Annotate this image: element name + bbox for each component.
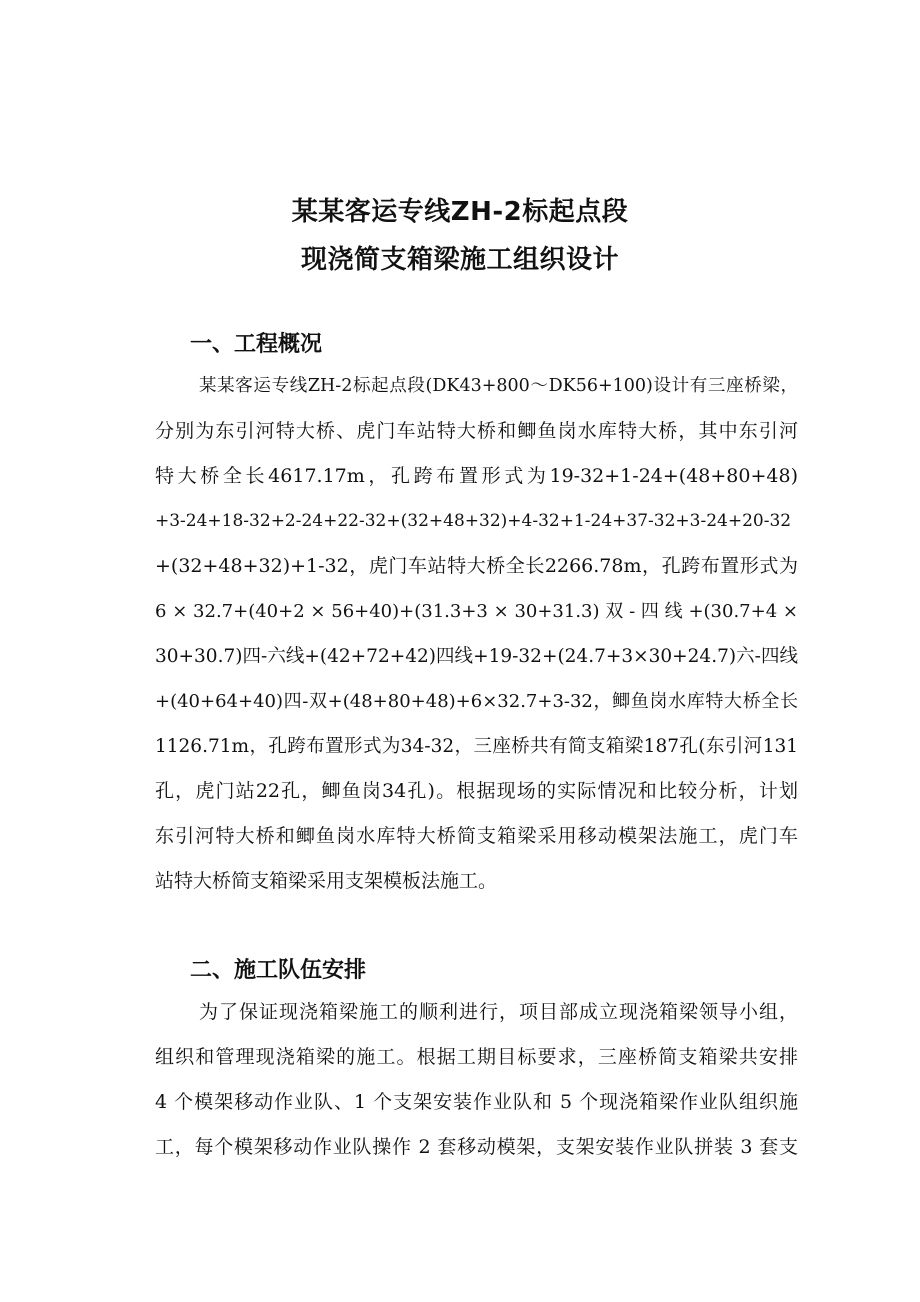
text-line: +(40+64+40)四-双+(48+80+48)+6×32.7+3-32，鲫鱼岗水库特大桥全长 [155, 691, 798, 712]
text-line: 为了保证现浇箱梁施工的顺利进行，项目部成立现浇箱梁领导小组， [199, 1001, 798, 1023]
text-line: 1126.71m，孔跨布置形式为34-32，三座桥共有简支箱梁187孔(东引河131 [155, 736, 798, 757]
text-line: 孔，虎门站22孔，鲫鱼岗34孔)。根据现场的实际情况和比较分析，计划 [155, 780, 798, 802]
text-line: 东引河特大桥和鲫鱼岗水库特大桥简支箱梁采用移动模架法施工，虎门车 [155, 825, 798, 847]
text-line: 30+30.7)四-六线+(42+72+42)四线+19-32+(24.7+3×30+24.7)六-四线 [155, 646, 798, 667]
title-line-2: 现浇简支箱梁施工组织设计 [300, 245, 619, 275]
text-line: 特大桥全长4617.17m，孔跨布置形式为19-32+1-24+(48+80+48) [155, 465, 798, 487]
paragraph-overview [155, 364, 798, 904]
text-line: +(32+48+32)+1-32，虎门车站特大桥全长2266.78m，孔跨布置形式为 [155, 555, 798, 577]
document-title [0, 188, 920, 284]
text-line: 站特大桥简支箱梁采用支架模板法施工。 [155, 870, 498, 892]
section-heading-overview: 一、工程概况 [190, 332, 323, 357]
text-line: 6 × 32.7+(40+2 × 56+40)+(31.3+3 × 30+31.3) 双 - 四 线 +(30.7+4 × [155, 601, 798, 622]
text-line: 分别为东引河特大桥、虎门车站特大桥和鲫鱼岗水库特大桥，其中东引河 [155, 420, 798, 442]
title-line-1: 某某客运专线ZH-2标起点段 [291, 197, 629, 227]
section-heading-team: 二、施工队伍安排 [190, 958, 367, 983]
text-line: 某某客运专线ZH-2标起点段(DK43+800～DK56+100)设计有三座桥梁， [199, 376, 798, 396]
text-line: 组织和管理现浇箱梁的施工。根据工期目标要求，三座桥简支箱梁共安排 [155, 1046, 798, 1068]
text-line: +3-24+18-32+2-24+22-32+(32+48+32)+4-32+1-24+37-32+3-24+20-32 [155, 511, 792, 531]
text-line: 4 个模架移动作业队、1 个支架安装作业队和 5 个现浇箱梁作业队组织施 [155, 1091, 798, 1113]
text-line: 工，每个模架移动作业队操作 2 套移动模架，支架安装作业队拼装 3 套支 [155, 1136, 798, 1158]
paragraph-team [155, 990, 798, 1170]
